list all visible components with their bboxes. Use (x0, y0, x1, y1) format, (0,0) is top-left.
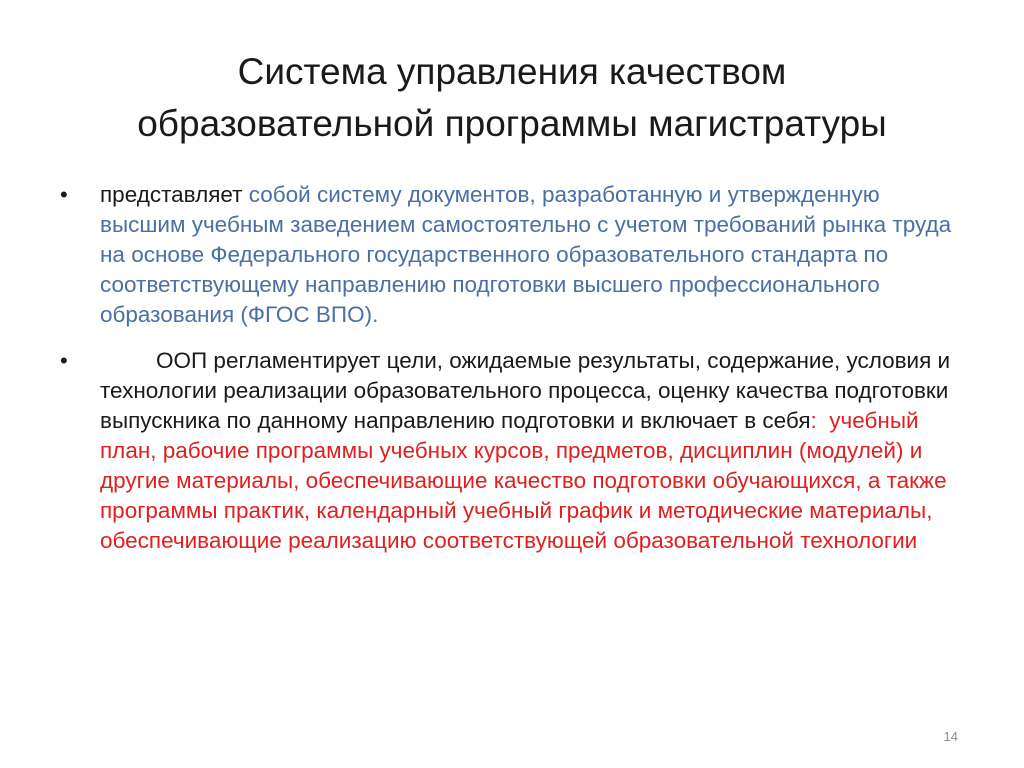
bullet-colon: : (810, 408, 817, 433)
bullet-icon: • (60, 182, 68, 207)
slide-title (60, 46, 964, 150)
bullet-icon: • (60, 348, 68, 373)
bullet-text (100, 180, 960, 330)
bullet-item-definition (60, 180, 960, 330)
bullet-text (100, 346, 960, 556)
bullet-highlight-text: учебный план, рабочие программы учебных курсов, предметов, дисциплин (модулей) и другие материалы, обеспечивающие качество подготовки обучающихся, а также программы практик, календарный учебный график и методические материалы, обеспечивающие реализацию соответствующей образовательной технологии (100, 408, 953, 553)
bullet-highlight-text: собой систему документов, разработанную и утвержденную высшим учебным заведением самостоятельно с учетом требований рынка труда на основе Федерального государственного образовательного стандарта по соответствующему направлению подготовки высшего профессионального образования (ФГОС ВПО). (100, 182, 952, 327)
bullet-lead-text: представляет (100, 182, 249, 207)
bullet-list (60, 180, 960, 556)
slide-title-line-2: образовательной программы магистратуры (137, 103, 887, 144)
slide-title-line-1: Система управления качеством (237, 51, 787, 92)
bullet-item-oop (60, 346, 960, 556)
page-number: 14 (943, 729, 958, 744)
bullet-lead-text: ООП регламентирует цели, ожидаемые результаты, содержание, условия и технологии реализации образовательного процесса, оценку качества подготовки выпускника по данному направлению подготовки и включает в себя (100, 348, 951, 433)
